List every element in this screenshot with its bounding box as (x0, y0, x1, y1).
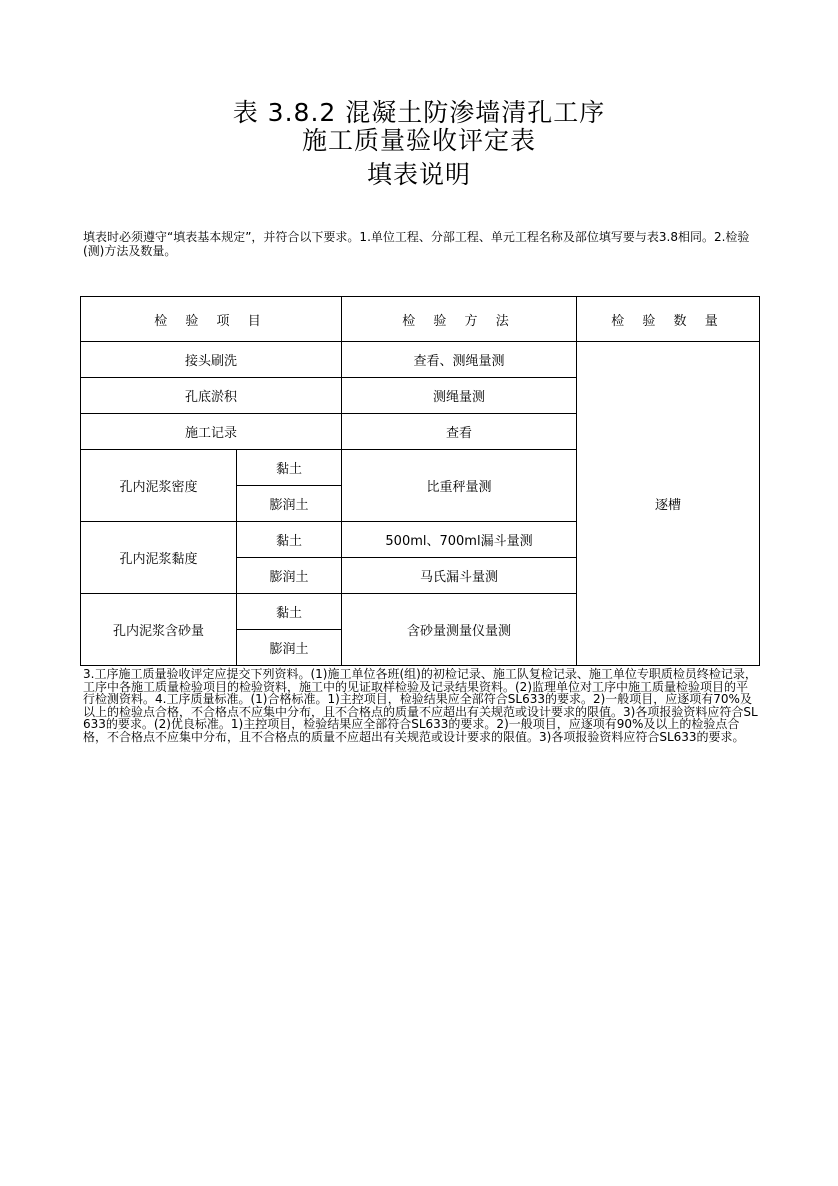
method-cell: 比重秤量测 (342, 450, 577, 522)
method-cell: 马氏漏斗量测 (342, 558, 577, 594)
item-cell: 施工记录 (81, 414, 342, 450)
table-header-row (81, 297, 760, 342)
item-cell: 孔内泥浆黏度 (81, 522, 237, 594)
page-subtitle: 施工质量验收评定表 (301, 126, 536, 155)
method-cell: 查看、测绳量测 (342, 342, 577, 378)
quantity-cell: 逐槽 (577, 342, 760, 666)
sub-item-cell: 黏土 (237, 450, 342, 486)
notes-paragraph: 3.工序施工质量验收评定应提交下列资料。(1)施工单位各班(组)的初检记录、施工队复检记录、施工单位专职质检员终检记录，工序中各施工质量检验项目的检验资料，施工中的见证取样检验及记录结果资料。(2)监理单位对工序中施工质量检验项目的平行检测资料。4.工序质量标准。(1)合格标准。1)主控项目，检验结果应全部符合SL633的要求。2)一般项目，应逐项有70%及以上的检验点合格，不合格点不应集中分布，且不合格点的质量不应超出有关规范或设计要求的限值。3)各项报验资料应符合SL633的要求。(2)优良标准。1)主控项目，检验结果应全部符合SL633的要求。2)一般项目，应逐项有90%及以上的检验点合格，不合格点不应集中分布，且不合格点的质量不应超出有关规范或设计要求的限值。3)各项报验资料应符合SL633的要求。 (83, 667, 758, 744)
method-cell: 500ml、700ml漏斗量测 (342, 522, 577, 558)
item-cell: 接头刷洗 (81, 342, 342, 378)
item-cell: 孔底淤积 (81, 378, 342, 414)
header-method: 检 验 方 法 (342, 297, 577, 342)
header-item: 检 验 项 目 (81, 297, 342, 342)
method-cell: 测绳量测 (342, 378, 577, 414)
intro-paragraph: 填表时必须遵守“填表基本规定”，并符合以下要求。1.单位工程、分部工程、单元工程名称及部位填写要与表3.8相同。2.检验(测)方法及数量。 (83, 230, 750, 258)
table-row (81, 342, 760, 378)
method-cell: 查看 (342, 414, 577, 450)
sub-item-cell: 膨润土 (237, 558, 342, 594)
sub-item-cell: 黏土 (237, 522, 342, 558)
item-cell: 孔内泥浆含砂量 (81, 594, 237, 666)
inspection-table (80, 296, 760, 666)
method-cell: 含砂量测量仪量测 (342, 594, 577, 666)
sub-item-cell: 膨润土 (237, 486, 342, 522)
section-heading: 填表说明 (366, 160, 471, 189)
page-title: 表 3.8.2 混凝土防渗墙清孔工序 (232, 98, 606, 127)
sub-item-cell: 黏土 (237, 594, 342, 630)
item-cell: 孔内泥浆密度 (81, 450, 237, 522)
sub-item-cell: 膨润土 (237, 630, 342, 666)
header-quantity: 检 验 数 量 (577, 297, 760, 342)
